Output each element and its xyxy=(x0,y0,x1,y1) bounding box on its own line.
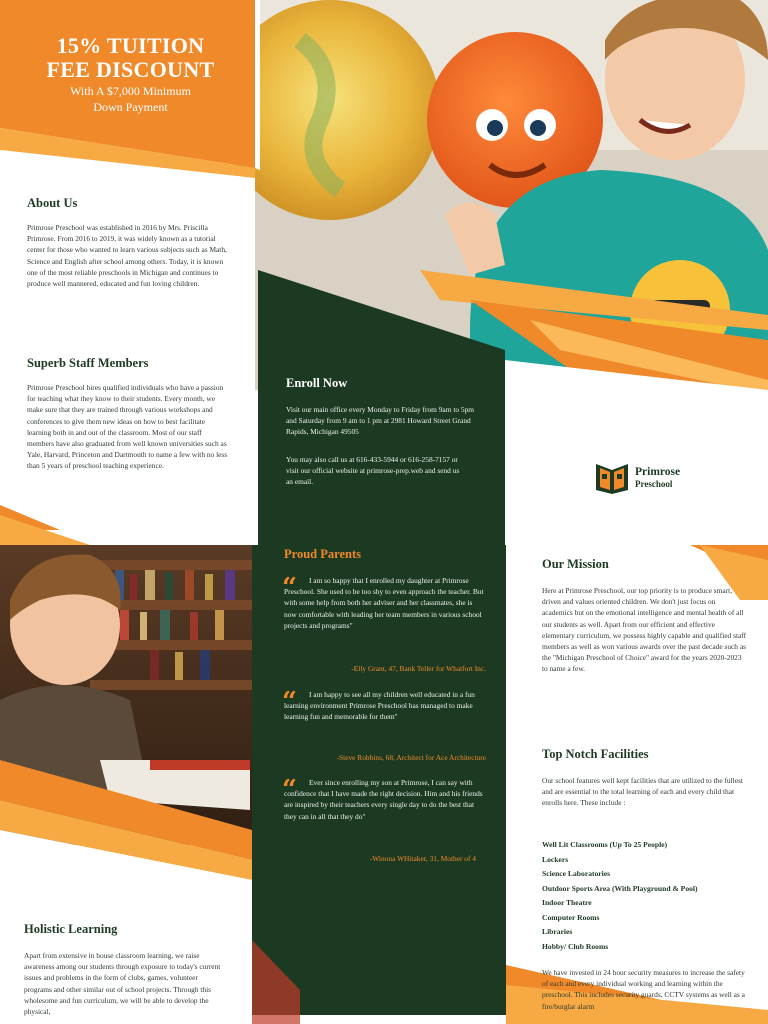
holistic-text: Apart from extensive in house classroom learning, we raise awareness among our students through exposure to today's current issues and problems in the form of clubs, games, volunteer programs and other similar out of school projects. Through this wholesome and fun curriculum, we will be able to develop the physical, xyxy=(24,951,221,1017)
quote-3-author: -Winona WHitaker, 31, Mother of 4 xyxy=(369,854,476,863)
parents-title: Proud Parents xyxy=(284,547,361,561)
enroll-text-2: You may also call us at 616-433-5944 or 616-258-7157 or visit our official website at primrose-prep.web and send us an email. xyxy=(286,455,460,487)
quote-mark-icon: “ xyxy=(282,775,297,805)
facilities-intro: Our school features well kept facilities that are utilized to the fullest and are essential to the total learning of each and every child that enrolls here. These include : xyxy=(542,776,743,808)
logo-line-2: Preschool xyxy=(635,479,673,489)
quote-mark-icon: “ xyxy=(282,573,297,603)
promo-sub-1: With A $7,000 Minimum xyxy=(70,84,191,98)
staff-text: Primrose Preschool hires qualified individuals who have a passion for teaching what they know to their students. Every month, we make sure that they are trained through various workshops and conferences to give them new ideas on how to best facilitate learning both in and out of the classroom. Most of our staff members have also graduated from well known universities such as Yale, Harvard, Princeton and Dartmouth to name a few with no less than 5 years of preschool teaching experience. xyxy=(27,383,228,471)
enroll-title: Enroll Now xyxy=(286,376,348,390)
logo-text xyxy=(635,466,680,490)
facility-item: Hobby/ Club Rooms xyxy=(542,941,609,951)
facilities-list xyxy=(542,838,752,954)
staff-title: Superb Staff Members xyxy=(27,356,149,370)
facility-item: Lockers xyxy=(542,854,569,864)
quote-2-author: -Steve Robbins, 68, Architect for Ace Architecture xyxy=(336,753,486,762)
quote-1-author: -Elly Grant, 47, Bank Teller for Whatfort Inc. xyxy=(351,664,486,673)
promo-block xyxy=(28,34,233,114)
promo-sub-2: Down Payment xyxy=(93,100,168,114)
mission-title: Our Mission xyxy=(542,557,609,571)
promo-line-2: FEE DISCOUNT xyxy=(46,57,215,82)
enroll-text-1: Visit our main office every Monday to Friday from 9am to 5pm and Saturday from 9 am to 1 pm at 2981 Howard Street Grand Rapids, Michigan 49505 xyxy=(286,405,475,437)
facility-item: Libraries xyxy=(542,927,573,936)
holistic-title: Holistic Learning xyxy=(24,922,118,936)
logo-line-1: Primrose xyxy=(635,466,681,478)
primrose-logo xyxy=(594,460,680,496)
about-title: About Us xyxy=(27,196,78,210)
quote-3-text: Ever since enrolling my son at Primrose, I can say with confidence that I have made the right decision. Him and his friends are inspired by their teachers every single day to do the best that they can in all that they do" xyxy=(284,778,483,821)
facility-item: Science Laboratories xyxy=(542,869,611,878)
mission-text: Here at Primrose Preschool, our top priority is to produce smart, driven and values oriented children. We don't just focus on academics but on the emotional intelligence and mental health of all our students as well. Apart from our efficient and effective elementary curriculum, we possess highly capable and qualified staff members as well as won various awards over the past decade such as the "Michigan Preschool of Choice" award for the years 2020-2023 to name a few. xyxy=(542,586,747,674)
quote-mark-icon: “ xyxy=(282,687,297,717)
facility-item: Indoor Theatre xyxy=(542,898,592,907)
quote-1-text: I am so happy that I enrolled my daughter at Primrose Preschool. She used to be too shy to even approach the teacher. But with some help from both her adviser and her classmates, she is now comfortable with leading her team members in various school projects and programs" xyxy=(284,576,484,630)
about-text: Primrose Preschool was established in 2016 by Mrs. Priscilla Primrose. From 2016 to 2019, it was widely known as a tutorial center for those who wanted to learn various subjects such as Math, Science and English after school among others. Today, it is known one of the most reliable preschools in Michigan and continues to produce well mannered, educated and fun loving children. xyxy=(27,223,227,289)
quote-2-text: I am happy to see all my children well educated in a fun learning environment Primrose Preschool has managed to make learning fun and memorable for them" xyxy=(284,690,475,722)
promo-line-1: 15% TUITION xyxy=(56,33,205,58)
facility-item: Well Lit Classrooms (Up To 25 People) xyxy=(542,840,668,849)
facility-item: Outdoor Sports Area (With Playground & Pool) xyxy=(542,883,698,893)
facilities-outro: We have invested in 24 hour security measures to increase the safety of each and every individual working and learning within the preschool. This includes security guards, CCTV systems as well as a fire/burglar alarm xyxy=(542,968,745,1011)
pp-logo-icon xyxy=(594,460,630,496)
facility-item: Computer Rooms xyxy=(542,912,600,922)
facilities-title: Top Notch Facilities xyxy=(542,747,649,761)
